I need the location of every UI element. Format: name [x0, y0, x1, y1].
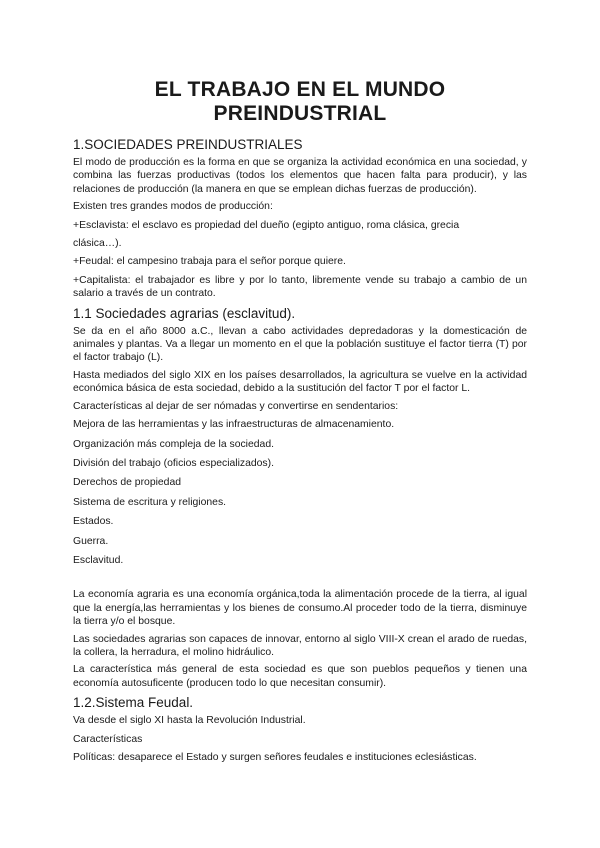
list-item: Derechos de propiedad — [73, 477, 182, 489]
list-item: División del trabajo (oficios especializados). — [73, 457, 274, 469]
section-heading-sociedades-agrarias: 1.1 Sociedades agrarias (esclavitud). — [73, 305, 296, 321]
paragraph: Las sociedades agrarias son capaces de innovar, entorno al siglo VIII-X crean el arado de ruedas, la collera, la herradura, el molino hidráulico. — [73, 633, 527, 658]
paragraph: Se da en el año 8000 a.C., llevan a cabo actividades depredadoras y la domesticación de animales y plantas. Va a llegar un momento en el que la población sustituye el factor tierra (T) por el factor trabajo (L). — [73, 325, 527, 364]
paragraph: clásica…). — [73, 238, 122, 250]
list-item: Esclavitud. — [73, 554, 124, 566]
list-item: Organización más compleja de la sociedad. — [73, 438, 274, 450]
paragraph: +Feudal: el campesino trabaja para el señor porque quiere. — [73, 256, 346, 268]
paragraph: La característica más general de esta sociedad es que son pueblos pequeños y tienen una economía autosuficente (producen todo lo que necesitan consumir). — [73, 664, 527, 689]
paragraph: Características — [73, 733, 143, 745]
paragraph: +Capitalista: el trabajador es libre y por lo tanto, libremente vende su trabajo a cambio de un salario a través de un contrato. — [73, 274, 527, 300]
paragraph: La economía agraria es una economía orgánica,toda la alimentación procede de la tierra, al igual que la energía,las herramientas y los bienes de consumo.Al proceder todo de la tierra, disminuye la tierra y/o el bosque. — [73, 589, 527, 628]
section-heading-sistema-feudal: 1.2.Sistema Feudal. — [73, 695, 194, 711]
list-item: Sistema de escritura y religiones. — [73, 496, 227, 508]
list-item: Estados. — [73, 516, 114, 528]
paragraph: Hasta mediados del siglo XIX en los países desarrollados, la agricultura se vuelve en la actividad económica básica de esta sociedad, debido a la sustitución del factor T por el factor L. — [73, 369, 527, 395]
paragraph: El modo de producción es la forma en que se organiza la actividad económica en una sociedad, y combina las fuerzas productivas (todos los elementos que hacen falta para producir), y las relaciones de producción (la manera en que se emplean dichas fuerzas de producción). — [73, 157, 527, 195]
section-heading-sociedades-preindustriales: 1.SOCIEDADES PREINDUSTRIALES — [73, 137, 303, 152]
paragraph: Existen tres grandes modos de producción: — [73, 201, 273, 213]
list-item: Guerra. — [73, 535, 109, 547]
paragraph: Va desde el siglo XI hasta la Revolución Industrial. — [73, 715, 306, 727]
spacer — [73, 573, 527, 588]
paragraph: +Esclavista: el esclavo es propiedad del dueño (egipto antiguo, roma clásica, grecia — [73, 219, 460, 231]
list-item: Mejora de las herramientas y las infraestructuras de almacenamiento. — [73, 419, 395, 431]
document-title: EL TRABAJO EN EL MUNDO PREINDUSTRIAL — [154, 78, 446, 125]
paragraph: Características al dejar de ser nómadas y convertirse en sendentarios: — [73, 400, 399, 412]
paragraph: Políticas: desaparece el Estado y surgen señores feudales e instituciones eclesiásticas. — [73, 752, 477, 763]
